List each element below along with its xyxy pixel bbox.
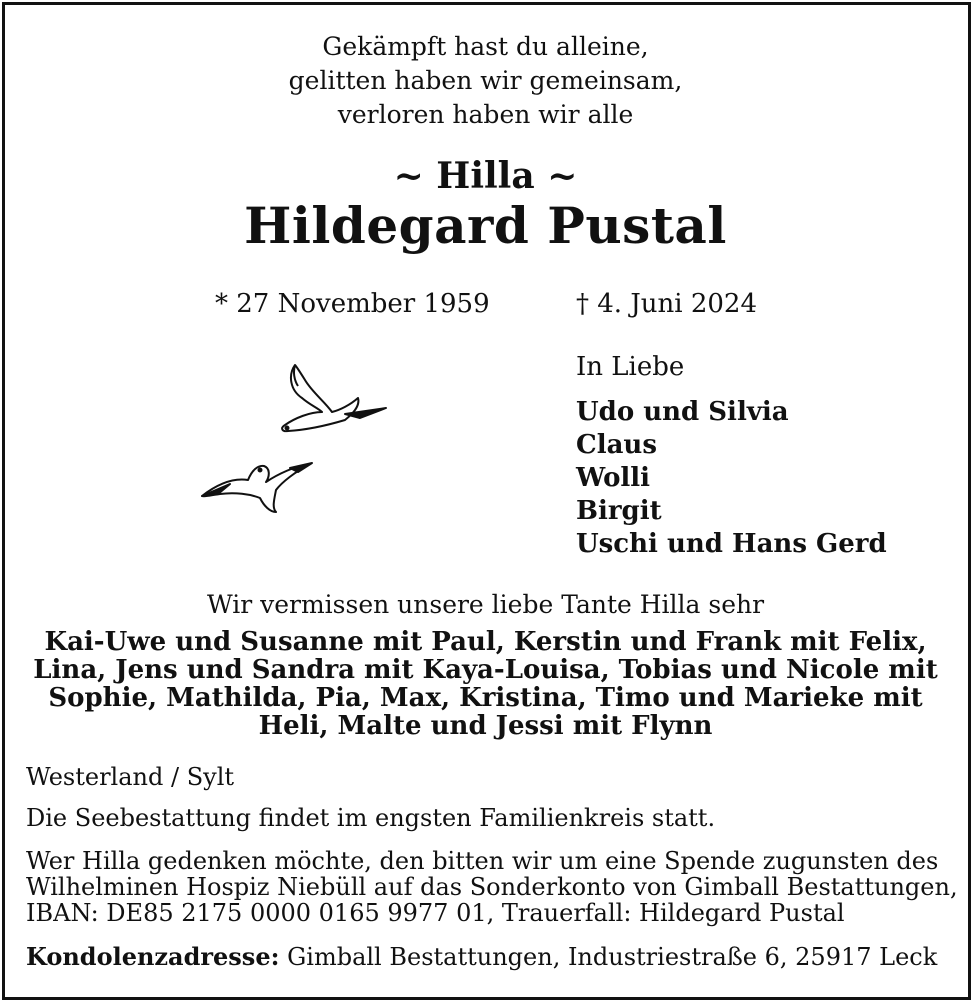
place: Westerland / Sylt: [26, 763, 235, 791]
deceased-nickname: ~ Hilla ~: [393, 155, 578, 197]
mourners-intro: In Liebe: [576, 352, 685, 382]
burial-note: Die Seebestattung findet im engsten Familienkreis statt.: [26, 804, 716, 832]
mourner-name: Birgit: [576, 496, 662, 526]
mourner-name: Claus: [576, 430, 657, 460]
donation-note: [26, 848, 958, 926]
mourner-name: Uschi und Hans Gerd: [576, 529, 887, 559]
mourner-name: Wolli: [576, 463, 651, 493]
donation-line: Wer Hilla gedenken möchte, den bitten wir um eine Spende zugunsten des: [26, 847, 939, 875]
nieces-nephews-intro: Wir vermissen unsere liebe Tante Hilla sehr: [206, 590, 765, 619]
mourner-name: Udo und Silvia: [576, 397, 789, 427]
condolence-address: [26, 944, 937, 970]
seagull-icon: [202, 463, 312, 512]
seagull-icon: [282, 365, 386, 431]
seagulls-illustration: [190, 350, 400, 530]
death-date: † 4. Juni 2024: [576, 289, 757, 319]
donation-line: Wilhelminen Hospiz Niebüll auf das Sonderkonto von Gimball Bestattungen,: [26, 873, 958, 901]
donation-line: IBAN: DE85 2175 0000 0165 9977 01, Trauerfall: Hildegard Pustal: [26, 899, 845, 927]
condolence-address-text: Gimball Bestattungen, Industriestraße 6, 25917 Leck: [287, 943, 938, 971]
condolence-label: Kondolenzadresse:: [26, 942, 280, 971]
birth-date: * 27 November 1959: [215, 289, 490, 319]
poem-line: gelitten haben wir gemeinsam,: [288, 66, 683, 95]
poem-line: verloren haben wir alle: [337, 100, 634, 129]
memorial-poem: [0, 30, 971, 132]
deceased-name: Hildegard Pustal: [244, 196, 727, 255]
mourners-list: [576, 396, 887, 561]
nieces-nephews-names: Kai-Uwe und Susanne mit Paul, Kerstin und Frank mit Felix, Lina, Jens und Sandra mit Kaya-Louisa, Tobias und Nicole mit Sophie, Mathilda, Pia, Max, Kristina, Timo und Marieke mit Heli, Malte und Jessi mit Flynn: [33, 627, 938, 741]
poem-line: Gekämpft hast du alleine,: [322, 32, 649, 61]
